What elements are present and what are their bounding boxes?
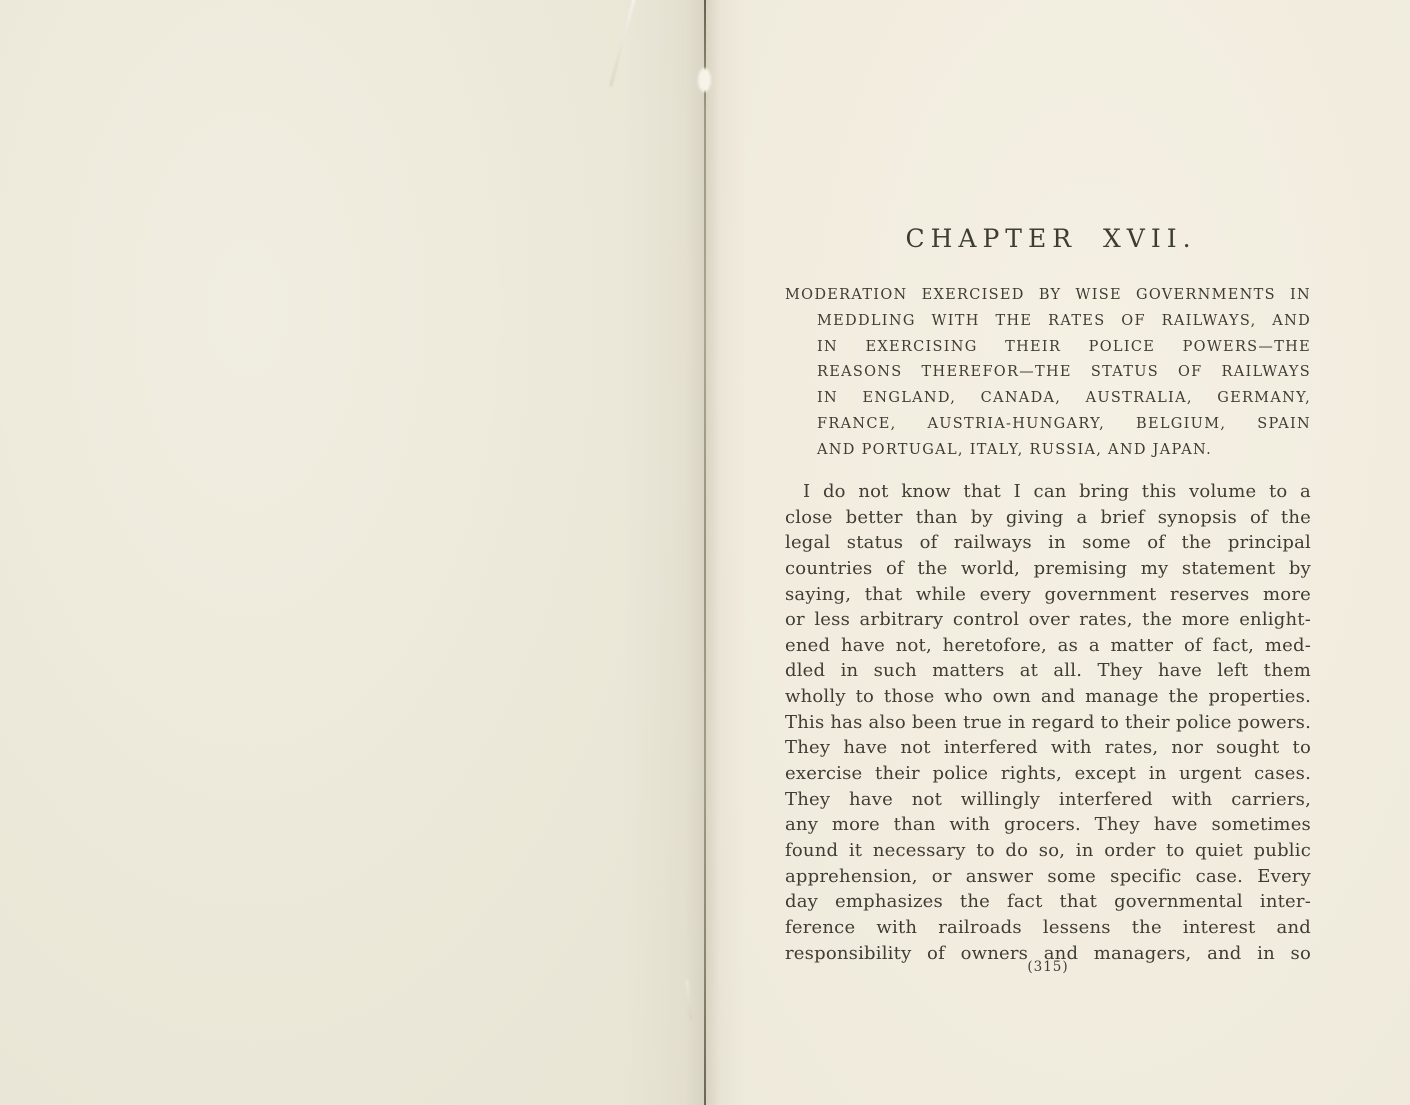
page-number: (315) [1027, 959, 1069, 975]
body-text-line: exercise their police rights, except in urgent cases. [785, 763, 1311, 785]
body-text-line: wholly to those who own and manage the properties. [785, 686, 1311, 708]
body-text-line: They have not interfered with rates, nor sought to [785, 737, 1311, 759]
body-text-line: responsibility of owners and managers, and in so [785, 942, 1311, 964]
body-text-line: any more than with grocers. They have sometimes [785, 814, 1311, 836]
body-text-line: ference with railroads lessens the interest and [785, 916, 1311, 938]
text-column [785, 0, 1311, 1105]
body-text-line: ened have not, heretofore, as a matter of fact, med- [785, 634, 1311, 656]
chapter-heading: CHAPTER XVII. [905, 224, 1197, 253]
body-text-line: close better than by giving a brief synopsis of the [785, 506, 1311, 528]
right-page [706, 0, 1410, 1105]
body-text-line: countries of the world, premising my statement by [785, 557, 1311, 579]
summary-line: AND PORTUGAL, ITALY, RUSSIA, AND JAPAN. [817, 441, 1213, 458]
body-text-line: They have not willingly interfered with carriers, [785, 788, 1311, 810]
summary-line: MODERATION EXERCISED BY WISE GOVERNMENTS IN [785, 287, 1311, 303]
summary-line: REASONS THEREFOR—THE STATUS OF RAILWAYS [817, 364, 1311, 381]
body-text-line: apprehension, or answer some specific case. Every [785, 865, 1311, 887]
gutter-seam-line [704, 0, 706, 1105]
body-text-line: legal status of railways in some of the principal [785, 532, 1311, 554]
body-text-line: dled in such matters at all. They have left them [785, 660, 1311, 682]
chapter-summary [785, 283, 1311, 464]
summary-line: IN EXERCISING THEIR POLICE POWERS—THE [817, 338, 1311, 355]
body-text-line: I do not know that I can bring this volume to a [803, 481, 1311, 502]
summary-line: IN ENGLAND, CANADA, AUSTRALIA, GERMANY, [817, 390, 1311, 407]
summary-line: FRANCE, AUSTRIA-HUNGARY, BELGIUM, SPAIN [817, 415, 1311, 432]
body-text-line: found it necessary to do so, in order to quiet public [785, 839, 1311, 861]
body-text-line: saying, that while every government reserves more [785, 583, 1311, 605]
body-text-line: or less arbitrary control over rates, the more enlight- [785, 609, 1311, 631]
summary-line: MEDDLING WITH THE RATES OF RAILWAYS, AND [817, 312, 1311, 329]
body-text-line: This has also been true in regard to their police powers. [785, 711, 1311, 733]
body-paragraph [785, 479, 1311, 966]
gutter-paper-notch [698, 68, 711, 92]
body-text-line: day emphasizes the fact that governmental inter- [785, 891, 1311, 913]
